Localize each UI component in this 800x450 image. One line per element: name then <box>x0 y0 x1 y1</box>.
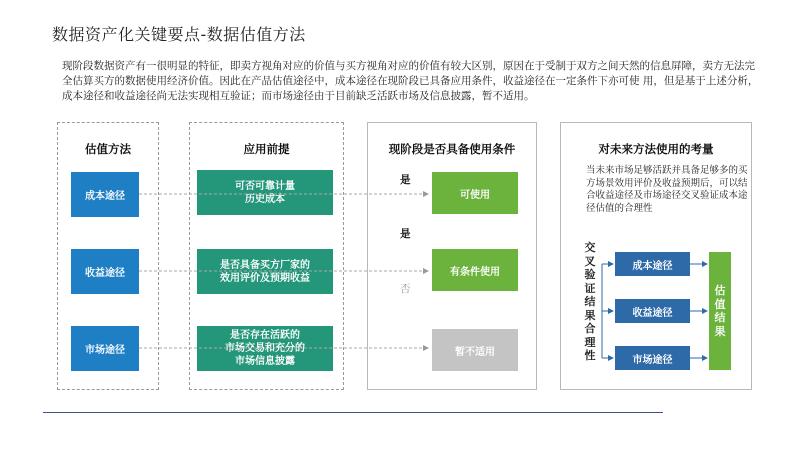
status-panel-title: 现阶段是否具备使用条件 <box>388 142 516 156</box>
result-conditional: 有条件使用 <box>432 249 518 291</box>
method-market: 市场途径 <box>71 326 139 371</box>
footer-divider <box>43 412 663 413</box>
future-method-cost: 成本途径 <box>615 252 690 276</box>
method-income: 收益途径 <box>71 249 139 294</box>
result-not-applicable: 暂不适用 <box>432 329 518 371</box>
no-label: 否 <box>400 283 411 295</box>
page-title: 数据资产化关键要点-数据估值方法 <box>52 25 306 44</box>
result-usable: 可使用 <box>432 172 518 214</box>
premise-panel-title: 应用前提 <box>243 142 290 156</box>
yes-label-2: 是 <box>400 228 411 240</box>
premise-cost: 可否可靠计量 历史成本 <box>197 170 333 215</box>
cross-validation-label: 交叉验证结果合理性 <box>584 241 596 362</box>
future-panel-title: 对未来方法使用的考量 <box>598 142 714 156</box>
method-cost: 成本途径 <box>71 172 139 217</box>
future-description: 当未来市场足够活跃并具备足够多的买方场景效用评价及收益预期后，可以结合收益途径及市场途径交叉验证成本途径估值的合理性 <box>586 165 748 214</box>
premise-income: 是否具备买方厂家的 效用评价及预期收益 <box>197 249 333 294</box>
intro-paragraph: 现阶段数据资产有一很明显的特征，即卖方视角对应的价值与买方视角对应的价值有较大区别，原因在于受制于双方之间天然的信息屏障，卖方无法完全估算买方的数据使用经济价值。因此在产品估值途径中，成本途径在现阶段已具备应用条件，收益途径在一定条件下亦可使 用，但是基于上述分析，成本途径和收益途径尚无法实现相互验证；而市场途径由于目前缺乏活跃市场及信息披露，暂不适用。 <box>62 60 759 102</box>
future-method-market: 市场途径 <box>615 346 690 370</box>
yes-label-1: 是 <box>400 174 411 186</box>
valuation-result-label: 估值结果 <box>714 284 726 338</box>
methods-panel-title: 估值方法 <box>85 142 131 156</box>
premise-market: 是否存在活跃的 市场交易和充分的 市场信息披露 <box>197 326 333 371</box>
future-method-income: 收益途径 <box>615 299 690 323</box>
